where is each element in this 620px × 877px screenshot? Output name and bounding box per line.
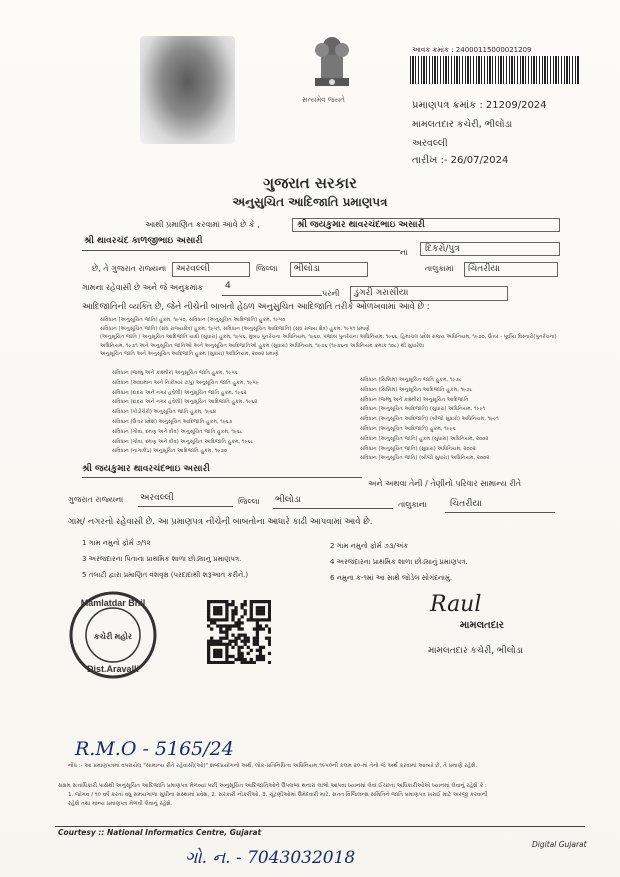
documents-left <box>82 535 248 583</box>
tribe-name: ડુંગરી ગરાસીયા <box>350 286 508 301</box>
order-line: સંવિધાન (અનુસૂચિત જાતિ) (સંઘ રાજ્યક્ષેત્ર) હુકમ, ૧૯૫૧, સંવિધાન (અનુસૂચિત આદિજાતિ) (સંઘ રાજ્ય ક્ષેત્ર) હુકમ, ૧૯૫૧ પ્રમાણે <box>100 325 370 332</box>
seal-middle: કચેરી મહોર <box>93 632 133 641</box>
list-item: સંવિધાન (જમ્મુ અને કાશ્મીર) અનુસૂચિત આદિજાતિ <box>360 396 469 403</box>
father-name: શ્રી થાવરચંદ કાળજીભાઇ અસારી <box>84 236 203 246</box>
emblem-caption: સત્યમેવ જયતે <box>302 96 345 104</box>
lower-applicant-name: શ્રી જયકુમાર થાવરચંદભાઇ અસારી <box>82 464 210 474</box>
list-item: સંવિધાન (અનુસૂચિત જાતિ) (સુધારા) અધિનિયમ, ૨૦૦૨ <box>360 445 476 452</box>
list-item: સંવિધાન (સિક્કિમ) અનુસૂચિત જાતિ હુકમ, ૧૯૭૮ <box>360 377 462 383</box>
document-item: 5 તલાટી દ્વારા પ્રમાણિત વંશવૃક્ષ (પરદાદાથી શરૂઆત કરીને.) <box>82 571 249 579</box>
list-item: સંવિધાન (દાદરા અને નગર હવેલી) અનુસૂચિત જાતિ હુકમ, ૧૯૬૨ <box>112 389 247 396</box>
certificate-title: અનુસુચિત આદિજાતિ પ્રમાણપત્ર <box>232 195 388 209</box>
footer-divider <box>55 826 585 827</box>
national-emblem-icon <box>307 30 357 96</box>
list-item: સંવિધાન (ઉત્તર પ્રદેશ) અનુસૂચિત આદિજાતિ હુકમ, ૧૯૬૭ <box>112 418 233 425</box>
list-item: સંવિધાન (જમ્મુ અને કાશ્મીર) અનુસૂચિત જાતિ હુકમ, ૧૯૫૬ <box>112 370 238 376</box>
handwritten-phone: ગો. ન. - 7043032018 <box>185 848 356 868</box>
certificate-number: પ્રમાણપત્ર ક્રમાંક : 21209/2024 <box>412 100 547 111</box>
taluka-label: તાલુકામાં <box>425 264 454 273</box>
certificate-date: તારીખ :- 26/07/2024 <box>412 155 509 166</box>
order-line: (અનુસૂચિત જાતિ / અનુસૂચિત આદિજાતિ યાદી (સુધારા) હુકમ, ૧૯૫૬, મુંબઇ પુનર્રચના અધિનિયમ, ૧૯૬૦, પંજાબ પુનર્રચના અધિનિયમ, ૧૯૬૬, હિમાચલ પ્રદેશ રાજ્ય અધિનિયમ, ૧૯૭૦, ઉત્તર - પૂર્વીય વિસ્તારો(પુનર્રચના) <box>100 334 557 341</box>
document-item: 2 ગામ નમુનો ફોર્મ ૭૩/અંક <box>330 542 409 550</box>
tribe-statement: આદિજાતિની વ્યક્તિ છે, જેને નીચેની બાબતો હેઠળ અનુસુચિત આદિજાતિ તરીકે ઓળખવામાં આવે છે : <box>82 302 430 312</box>
order-line: અનુસૂચિત જાતિ અને અનુસૂચિત આદિજાતિ હુકમ (સુધારા) અધિનિયમ, ૨૦૦૨ પ્રમાણે <box>100 351 279 358</box>
list-item: સંવિધાન (નાગાલેંડ) અનુસૂચિત આદિજાતિ હુકમ, ૧૯૭૦ <box>112 448 228 455</box>
note: નોંધ :- આ પ્રમાણપત્રમાં વપરાયેલ "સામાન્ય રીતે રહેવાસી(ઓ)" શબ્દપ્રયોગનો અર્થ, લોક-પ્રતિનિધિત્વ અધિનિયમ,૧૯૫૦ની કલમ ૨૦-માં તેનો જે અર્થ કરવામાં આવ્યો છે, તે પ્રમાણે રહેશે. <box>68 763 478 769</box>
serial-number: 4 <box>225 281 231 291</box>
taluka-value: ભીલોડા <box>290 262 368 277</box>
signatory-title: મામલતદાર <box>460 620 504 631</box>
list-item: સંવિધાન (સિક્કિમ) અનુસૂચિત આદિજાતિ હુકમ, ૧૯૭૮ <box>360 386 473 393</box>
lower-village: ચિતરીયા <box>450 499 483 509</box>
relation: દિકરો/પુત્ર <box>420 242 560 256</box>
constitution-orders <box>100 316 557 359</box>
lower-district-value: અરવલ્લી <box>140 493 174 503</box>
signature: Raul <box>430 592 482 617</box>
list-item: સંવિધાન (ગોવા, દમણ અને દીવ) અનુસૂચિત જાતિ હુકમ, ૧૯૬૮ <box>112 428 243 435</box>
signatory-office: મામલતદાર કચેરી, ભીલોડા <box>428 646 523 656</box>
village-value: ચિતરીયા <box>464 262 558 277</box>
orders-list-left <box>112 369 259 457</box>
office-district: અરવલ્લી <box>412 138 448 149</box>
order-line: અધિનિયમ, ૧૯૭૧ અને અનુસૂચિત જાતિઓ અને અનુસૂચિત આદિજાતિઓ હુકમ (સુધારા) અધિનિયમ, ૧૯૭૬ (૧૯૭૬ના અધિનિયમ ક્રમાંક ૧૦૮) થી સુધારેલા <box>100 342 425 349</box>
state-label: છે, તે ગુજરાત રાજ્યના <box>92 264 167 273</box>
list-item: સંવિધાન (અનુસૂચિત જાતિ) હુકમ (સુધારા) અધિનિયમ, ૨૦૦૨ <box>360 435 489 442</box>
lower-taluka-label: તાલુકાના <box>398 500 427 509</box>
basis-statement: ગામ/ નગરનો રહેવાસી છે. આ પ્રમાણપત્ર નીચેની બાબતોના આધારે કાઢી આપવામાં આવે છે. <box>68 517 373 527</box>
document-item: 6 નમુના ક-૧માં આ સાથે જોડેલ સોગંદનામું. <box>330 574 453 582</box>
footer-brand: Digital Gujarat <box>532 840 587 849</box>
family-text: અને અથવા તેની / તેણીનો પરિવાર સામાન્ય રીતે <box>368 479 522 488</box>
qr-code <box>207 600 271 664</box>
footnotes <box>58 782 488 809</box>
paravani-label: પરની <box>322 289 340 298</box>
footer-courtesy: Courtesy :: National Informatics Centre, Gujarat <box>58 828 262 837</box>
footnote-line: રહેશે તથા માન્ય પ્રમાણપત્ર મેળવી લેવાનું રહેશે. <box>68 801 173 807</box>
document-item: 3 અરજદારના પિતાના પ્રાથમિક શાળા છોડ્યાનું પ્રમાણપત્ર. <box>82 555 242 563</box>
list-item: સંવિધાન (અનુસૂચિત આદિજાતિ) (બીજો સુધારો) અધિનિયમ, ૧૯૯૧ <box>360 416 499 423</box>
footnote-line: 1. જોગવ / ૧૦ વર્ષ કરતાં વધુ સમયગાળા સુધીના સંસ્થામાં પ્રવેશ, 2. સરકારી નોકરીઓ, 3. ચૂંટણીઓમાં ઉમેદવારી માટે, સતત વિજિલન્સ સમિતિને જાતિ પ્રમાણપત્ર ખરાઈ માટે અરજી કરવાની <box>68 792 488 798</box>
document-item: 4 અરજદારના પ્રાથમિક શાળા છોડ્યાનું પ્રમાણપત્ર. <box>330 558 468 566</box>
na-label: ના <box>400 248 408 257</box>
office-name: મામલતદાર કચેરી, ભીલોડા <box>412 119 513 130</box>
handwritten-reference: R.M.O - 5165/24 <box>75 738 234 760</box>
seal-bottom: Dist.Aravalli <box>86 664 140 674</box>
application-number: આવક ક્રમાંક : 24000115000021209 <box>412 46 532 54</box>
list-item: સંવિધાન (પોંડીચેરી) અનુસૂચિત જાતિ હુકમ, ૧૯૬૪ <box>112 409 217 416</box>
order-line: સંવિધાન (અનુસૂચિત જાતિ) હુકમ, ૧૯૫૦, સંવિધાન (અનુસૂચિત આદિજાતિ) હુકમ, ૧૯૫૦ <box>100 317 286 323</box>
lower-taluka-value: ભીલોડા <box>275 495 301 505</box>
certify-label: આથી પ્રમાણિત કરવામાં આવે છે કે , <box>145 220 260 229</box>
orders-list-right <box>360 376 499 464</box>
list-item: સંવિધાન (અનુસૂચિત જાતિ) (બીજો સુધારા) અધિનિયમ, ૨૦૦૨ <box>360 455 490 462</box>
lower-state: ગુજરાત રાજ્યના <box>68 495 124 504</box>
list-item: સંવિધાન (અનુસૂચિત આદિજાતિ) (સુધારા) અધિનિયમ, ૧૯૯૧ <box>360 406 486 413</box>
district-value: અરવલ્લી <box>172 262 250 277</box>
documents-right <box>330 538 468 586</box>
applicant-photo <box>140 36 235 144</box>
document-item: 1 ગામ નમુનો ફોર્મ ૭/૧૨ <box>82 539 151 547</box>
list-item: સંવિધાન (દાદરા અને નગર હવેલી) અનુસૂચિત આદિજાતિ હુકમ, ૧૯૬૨ <box>112 399 258 406</box>
office-seal <box>68 590 158 680</box>
footnote-line: સક્ષમ સત્તાધિકારી પાસેથી અનુસૂચિત આદિજાતિ પ્રમાણપત્ર મેળવ્યા પછી અનુસૂચિત આદિજાતિઓને ઉપલબ્ધ થનારા લાભો આપવા ધ્યાનમાં લેવા ઈચ્છતા અધિકારીઓએ ધ્યાનમાં લેવાનું રહેશે કે : <box>58 783 487 789</box>
list-item: સંવિધાન (ગોવા, દમણ અને દીવ) અનુસૂચિત આદિજાતિ હુકમ, ૧૯૬૮ <box>112 438 254 445</box>
govt-title: ગુજરાત સરકાર <box>263 174 357 192</box>
serial-label: ગામના રહેવાસી છે અને જે અનુક્રમાંક <box>82 283 204 292</box>
list-item: સંવિધાન (આંદામાન અને નિકોબાર ટાપુ) અનુસૂચિત જાતિ હુકમ, ૧૯૫૯ <box>112 379 259 386</box>
barcode <box>410 56 580 84</box>
district-label: જિલ્લા <box>256 264 278 273</box>
applicant-name: શ્રી જયકુમાર થાવરચંદભાઇ અસારી <box>292 218 560 232</box>
list-item: સંવિધાન (અનુસૂચિત આદિજાતિ) હુકમ, ૧૯૯૬ <box>360 425 456 432</box>
lower-district-label: જિલ્લા <box>238 497 260 506</box>
seal-top: Mamlatdar Bhil <box>80 598 146 608</box>
